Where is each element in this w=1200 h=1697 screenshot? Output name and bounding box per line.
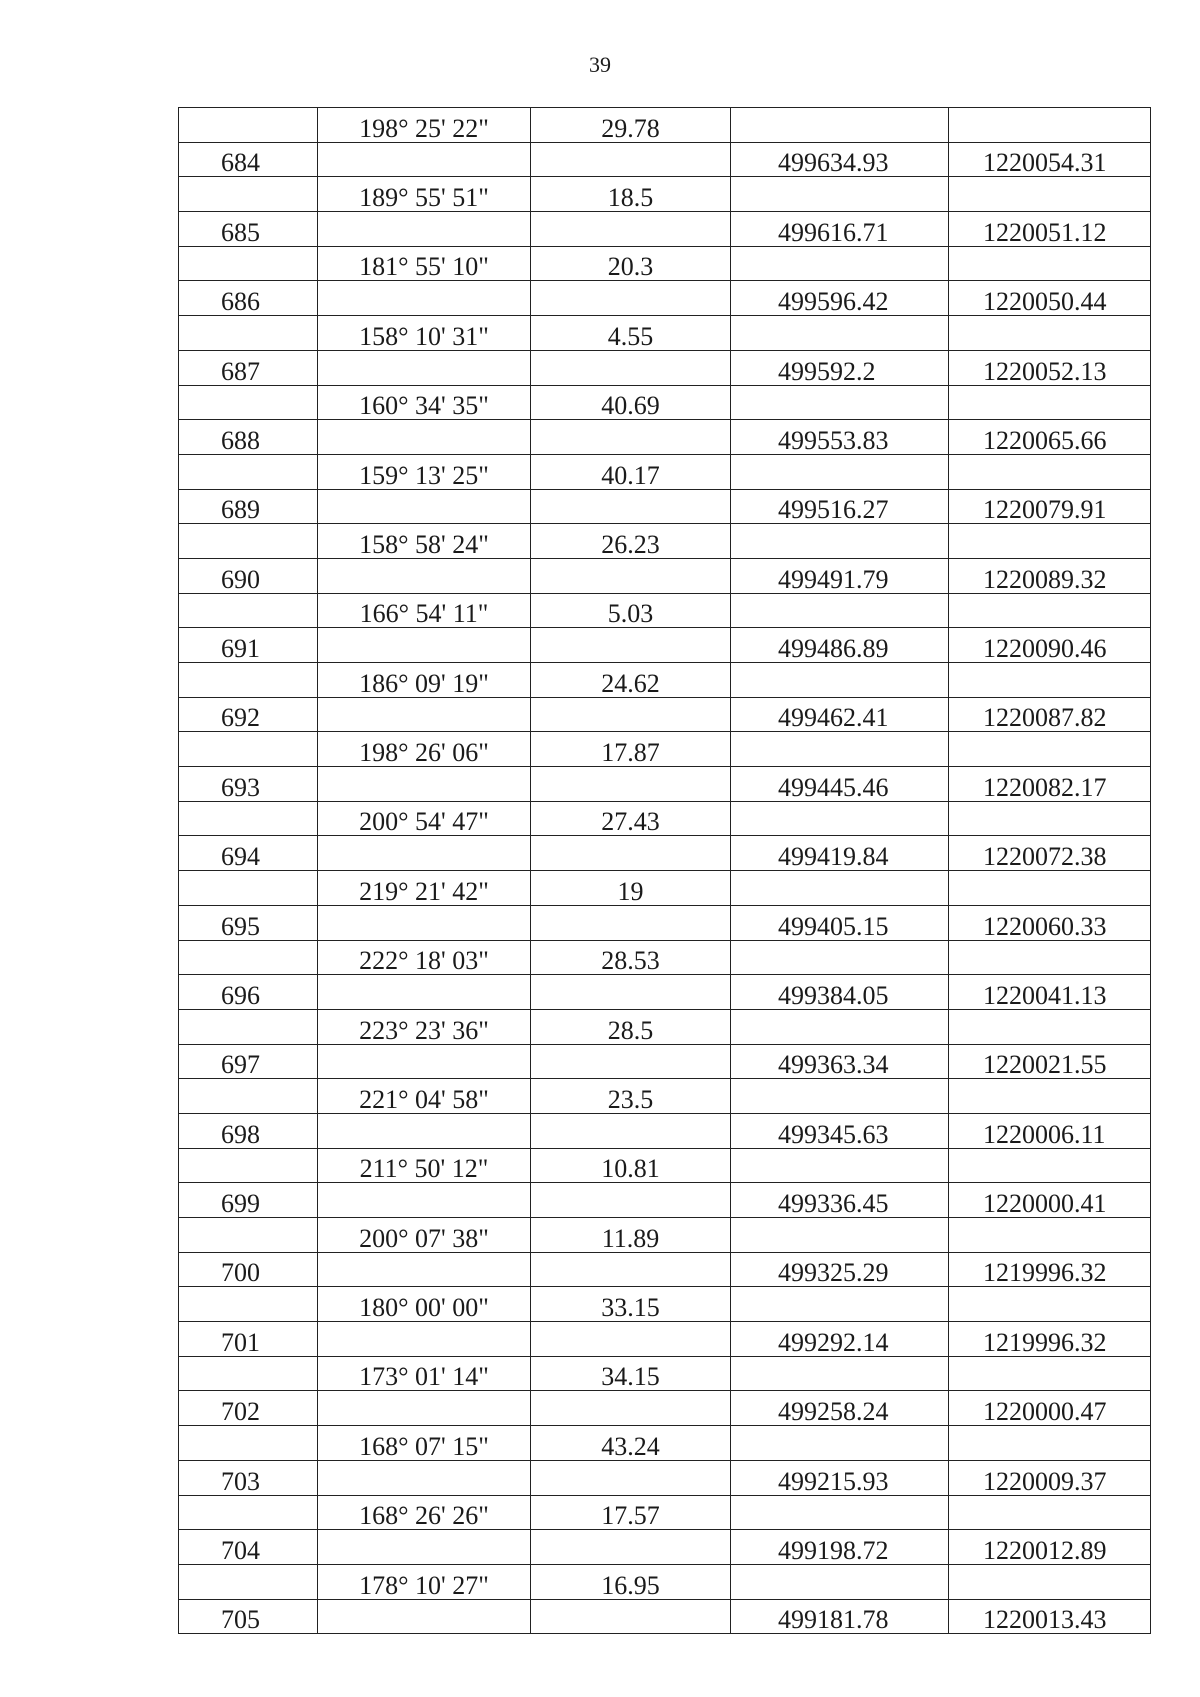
bearing-cell: 223° 23' 36" [318, 1009, 531, 1044]
distance-cell: 40.17 [531, 454, 731, 489]
station-cell: 696 [179, 975, 318, 1010]
page-number: 39 [589, 52, 611, 77]
station-row [179, 697, 1151, 732]
distance-cell: 19 [531, 871, 731, 906]
bearing-distance-row [179, 108, 1151, 143]
x-coordinate-cell: 499419.84 [731, 836, 949, 871]
station-row [179, 975, 1151, 1010]
bearing-cell [318, 142, 531, 177]
bearing-cell [318, 212, 531, 247]
x-coordinate-cell: 499445.46 [731, 767, 949, 802]
station-cell: 690 [179, 558, 318, 593]
bearing-distance-row [179, 316, 1151, 351]
survey-coordinates-table [178, 107, 1151, 1634]
station-cell [179, 593, 318, 628]
bearing-cell [318, 836, 531, 871]
y-coordinate-cell: 1220052.13 [949, 350, 1151, 385]
station-row [179, 558, 1151, 593]
station-cell: 700 [179, 1252, 318, 1287]
bearing-distance-row [179, 177, 1151, 212]
distance-cell: 40.69 [531, 385, 731, 420]
x-coordinate-cell: 499616.71 [731, 212, 949, 247]
station-cell: 699 [179, 1183, 318, 1218]
y-coordinate-cell: 1220079.91 [949, 489, 1151, 524]
station-row [179, 1113, 1151, 1148]
x-coordinate-cell [731, 454, 949, 489]
y-coordinate-cell [949, 732, 1151, 767]
x-coordinate-cell [731, 1356, 949, 1391]
station-row [179, 420, 1151, 455]
distance-cell [531, 1391, 731, 1426]
bearing-cell: 168° 07' 15" [318, 1426, 531, 1461]
bearing-cell: 200° 07' 38" [318, 1218, 531, 1253]
station-row [179, 1530, 1151, 1565]
station-cell [179, 524, 318, 559]
y-coordinate-cell [949, 940, 1151, 975]
station-cell: 704 [179, 1530, 318, 1565]
bearing-cell: 181° 55' 10" [318, 246, 531, 281]
bearing-distance-row [179, 801, 1151, 836]
bearing-distance-row [179, 1218, 1151, 1253]
station-row [179, 905, 1151, 940]
bearing-distance-row [179, 732, 1151, 767]
bearing-cell [318, 1391, 531, 1426]
y-coordinate-cell [949, 1287, 1151, 1322]
x-coordinate-cell [731, 871, 949, 906]
bearing-cell: 198° 26' 06" [318, 732, 531, 767]
station-cell [179, 871, 318, 906]
distance-cell: 17.87 [531, 732, 731, 767]
y-coordinate-cell: 1220006.11 [949, 1113, 1151, 1148]
bearing-distance-row [179, 1495, 1151, 1530]
x-coordinate-cell [731, 801, 949, 836]
distance-cell [531, 489, 731, 524]
y-coordinate-cell [949, 524, 1151, 559]
x-coordinate-cell [731, 108, 949, 143]
y-coordinate-cell: 1220089.32 [949, 558, 1151, 593]
bearing-distance-row [179, 1564, 1151, 1599]
station-cell: 701 [179, 1322, 318, 1357]
distance-cell [531, 420, 731, 455]
x-coordinate-cell: 499553.83 [731, 420, 949, 455]
distance-cell [531, 628, 731, 663]
bearing-cell [318, 350, 531, 385]
y-coordinate-cell [949, 1218, 1151, 1253]
bearing-distance-row [179, 1009, 1151, 1044]
station-cell [179, 177, 318, 212]
x-coordinate-cell [731, 1009, 949, 1044]
x-coordinate-cell [731, 1495, 949, 1530]
station-row [179, 212, 1151, 247]
station-cell: 688 [179, 420, 318, 455]
y-coordinate-cell [949, 1495, 1151, 1530]
distance-cell: 17.57 [531, 1495, 731, 1530]
distance-cell [531, 697, 731, 732]
survey-table-body [179, 108, 1151, 1634]
distance-cell: 20.3 [531, 246, 731, 281]
distance-cell [531, 1322, 731, 1357]
distance-cell [531, 1530, 731, 1565]
station-row [179, 1183, 1151, 1218]
station-cell [179, 1564, 318, 1599]
bearing-cell: 189° 55' 51" [318, 177, 531, 212]
station-row [179, 350, 1151, 385]
y-coordinate-cell: 1220051.12 [949, 212, 1151, 247]
y-coordinate-cell: 1220065.66 [949, 420, 1151, 455]
bearing-cell [318, 1252, 531, 1287]
y-coordinate-cell: 1220054.31 [949, 142, 1151, 177]
y-coordinate-cell: 1220090.46 [949, 628, 1151, 663]
distance-cell [531, 1460, 731, 1495]
station-cell: 687 [179, 350, 318, 385]
distance-cell: 29.78 [531, 108, 731, 143]
y-coordinate-cell: 1220012.89 [949, 1530, 1151, 1565]
station-cell: 703 [179, 1460, 318, 1495]
x-coordinate-cell [731, 1564, 949, 1599]
bearing-cell [318, 489, 531, 524]
distance-cell [531, 1113, 731, 1148]
station-cell: 705 [179, 1599, 318, 1634]
distance-cell: 10.81 [531, 1148, 731, 1183]
bearing-cell [318, 281, 531, 316]
distance-cell: 23.5 [531, 1079, 731, 1114]
bearing-distance-row [179, 1148, 1151, 1183]
x-coordinate-cell: 499405.15 [731, 905, 949, 940]
station-cell [179, 801, 318, 836]
distance-cell [531, 836, 731, 871]
station-cell [179, 108, 318, 143]
station-cell: 684 [179, 142, 318, 177]
x-coordinate-cell [731, 732, 949, 767]
distance-cell: 5.03 [531, 593, 731, 628]
station-cell: 694 [179, 836, 318, 871]
bearing-cell: 158° 10' 31" [318, 316, 531, 351]
x-coordinate-cell: 499634.93 [731, 142, 949, 177]
station-row [179, 1044, 1151, 1079]
station-cell [179, 1009, 318, 1044]
x-coordinate-cell [731, 1148, 949, 1183]
y-coordinate-cell: 1220013.43 [949, 1599, 1151, 1634]
x-coordinate-cell: 499486.89 [731, 628, 949, 663]
x-coordinate-cell [731, 524, 949, 559]
bearing-cell [318, 1530, 531, 1565]
distance-cell [531, 558, 731, 593]
bearing-distance-row [179, 1356, 1151, 1391]
bearing-cell [318, 1183, 531, 1218]
bearing-cell [318, 1113, 531, 1148]
x-coordinate-cell [731, 1287, 949, 1322]
station-cell: 692 [179, 697, 318, 732]
x-coordinate-cell: 499345.63 [731, 1113, 949, 1148]
y-coordinate-cell [949, 593, 1151, 628]
x-coordinate-cell: 499462.41 [731, 697, 949, 732]
y-coordinate-cell: 1220087.82 [949, 697, 1151, 732]
bearing-distance-row [179, 454, 1151, 489]
y-coordinate-cell: 1220060.33 [949, 905, 1151, 940]
x-coordinate-cell: 499198.72 [731, 1530, 949, 1565]
station-row [179, 836, 1151, 871]
x-coordinate-cell [731, 316, 949, 351]
bearing-distance-row [179, 1287, 1151, 1322]
bearing-cell: 180° 00' 00" [318, 1287, 531, 1322]
distance-cell [531, 281, 731, 316]
y-coordinate-cell [949, 316, 1151, 351]
station-cell [179, 1079, 318, 1114]
station-cell [179, 1148, 318, 1183]
y-coordinate-cell [949, 663, 1151, 698]
distance-cell [531, 1599, 731, 1634]
station-row [179, 142, 1151, 177]
x-coordinate-cell [731, 177, 949, 212]
station-row [179, 281, 1151, 316]
station-row [179, 1599, 1151, 1634]
station-cell: 702 [179, 1391, 318, 1426]
station-cell [179, 1218, 318, 1253]
y-coordinate-cell [949, 1356, 1151, 1391]
station-row [179, 489, 1151, 524]
station-cell: 686 [179, 281, 318, 316]
y-coordinate-cell: 1220000.47 [949, 1391, 1151, 1426]
x-coordinate-cell [731, 663, 949, 698]
x-coordinate-cell [731, 940, 949, 975]
distance-cell: 34.15 [531, 1356, 731, 1391]
bearing-cell: 198° 25' 22" [318, 108, 531, 143]
x-coordinate-cell: 499363.34 [731, 1044, 949, 1079]
x-coordinate-cell [731, 1079, 949, 1114]
y-coordinate-cell [949, 871, 1151, 906]
bearing-distance-row [179, 940, 1151, 975]
bearing-cell: 168° 26' 26" [318, 1495, 531, 1530]
bearing-cell: 173° 01' 14" [318, 1356, 531, 1391]
bearing-cell [318, 975, 531, 1010]
distance-cell: 43.24 [531, 1426, 731, 1461]
station-cell [179, 316, 318, 351]
station-cell: 695 [179, 905, 318, 940]
station-cell: 691 [179, 628, 318, 663]
y-coordinate-cell [949, 1079, 1151, 1114]
station-cell: 698 [179, 1113, 318, 1148]
bearing-cell: 186° 09' 19" [318, 663, 531, 698]
distance-cell: 26.23 [531, 524, 731, 559]
station-row [179, 1391, 1151, 1426]
bearing-distance-row [179, 385, 1151, 420]
bearing-distance-row [179, 1079, 1151, 1114]
x-coordinate-cell: 499491.79 [731, 558, 949, 593]
distance-cell [531, 1044, 731, 1079]
x-coordinate-cell [731, 385, 949, 420]
bearing-distance-row [179, 663, 1151, 698]
y-coordinate-cell [949, 454, 1151, 489]
bearing-cell [318, 905, 531, 940]
station-cell [179, 1426, 318, 1461]
distance-cell [531, 212, 731, 247]
y-coordinate-cell [949, 1148, 1151, 1183]
distance-cell: 33.15 [531, 1287, 731, 1322]
bearing-cell: 200° 54' 47" [318, 801, 531, 836]
bearing-cell [318, 1599, 531, 1634]
distance-cell: 24.62 [531, 663, 731, 698]
station-cell [179, 1356, 318, 1391]
bearing-distance-row [179, 246, 1151, 281]
station-row [179, 1460, 1151, 1495]
y-coordinate-cell [949, 108, 1151, 143]
station-cell: 693 [179, 767, 318, 802]
x-coordinate-cell [731, 593, 949, 628]
station-cell [179, 1495, 318, 1530]
distance-cell: 18.5 [531, 177, 731, 212]
bearing-distance-row [179, 524, 1151, 559]
bearing-cell: 160° 34' 35" [318, 385, 531, 420]
bearing-cell [318, 767, 531, 802]
bearing-distance-row [179, 871, 1151, 906]
station-cell [179, 663, 318, 698]
distance-cell: 16.95 [531, 1564, 731, 1599]
x-coordinate-cell: 499592.2 [731, 350, 949, 385]
bearing-cell: 158° 58' 24" [318, 524, 531, 559]
bearing-cell: 178° 10' 27" [318, 1564, 531, 1599]
distance-cell [531, 1252, 731, 1287]
bearing-cell [318, 1460, 531, 1495]
station-cell [179, 732, 318, 767]
x-coordinate-cell: 499215.93 [731, 1460, 949, 1495]
station-cell: 685 [179, 212, 318, 247]
bearing-cell: 159° 13' 25" [318, 454, 531, 489]
y-coordinate-cell: 1219996.32 [949, 1322, 1151, 1357]
y-coordinate-cell [949, 1426, 1151, 1461]
station-row [179, 628, 1151, 663]
station-cell [179, 246, 318, 281]
station-row [179, 1252, 1151, 1287]
distance-cell: 27.43 [531, 801, 731, 836]
y-coordinate-cell: 1220000.41 [949, 1183, 1151, 1218]
y-coordinate-cell [949, 385, 1151, 420]
x-coordinate-cell: 499292.14 [731, 1322, 949, 1357]
x-coordinate-cell: 499384.05 [731, 975, 949, 1010]
y-coordinate-cell [949, 801, 1151, 836]
y-coordinate-cell [949, 1009, 1151, 1044]
bearing-cell: 211° 50' 12" [318, 1148, 531, 1183]
x-coordinate-cell [731, 1426, 949, 1461]
y-coordinate-cell: 1220072.38 [949, 836, 1151, 871]
y-coordinate-cell [949, 177, 1151, 212]
station-cell [179, 940, 318, 975]
distance-cell [531, 142, 731, 177]
station-cell [179, 385, 318, 420]
distance-cell [531, 975, 731, 1010]
x-coordinate-cell [731, 246, 949, 281]
bearing-cell: 219° 21' 42" [318, 871, 531, 906]
y-coordinate-cell: 1220041.13 [949, 975, 1151, 1010]
x-coordinate-cell: 499516.27 [731, 489, 949, 524]
station-cell [179, 1287, 318, 1322]
station-row [179, 1322, 1151, 1357]
y-coordinate-cell: 1220082.17 [949, 767, 1151, 802]
bearing-cell: 221° 04' 58" [318, 1079, 531, 1114]
x-coordinate-cell: 499336.45 [731, 1183, 949, 1218]
x-coordinate-cell: 499258.24 [731, 1391, 949, 1426]
y-coordinate-cell [949, 1564, 1151, 1599]
bearing-cell [318, 558, 531, 593]
bearing-cell: 166° 54' 11" [318, 593, 531, 628]
distance-cell: 4.55 [531, 316, 731, 351]
bearing-distance-row [179, 1426, 1151, 1461]
bearing-cell [318, 628, 531, 663]
y-coordinate-cell: 1220021.55 [949, 1044, 1151, 1079]
x-coordinate-cell: 499325.29 [731, 1252, 949, 1287]
bearing-cell: 222° 18' 03" [318, 940, 531, 975]
y-coordinate-cell [949, 246, 1151, 281]
distance-cell: 28.5 [531, 1009, 731, 1044]
distance-cell [531, 767, 731, 802]
y-coordinate-cell: 1220009.37 [949, 1460, 1151, 1495]
distance-cell [531, 350, 731, 385]
x-coordinate-cell: 499596.42 [731, 281, 949, 316]
y-coordinate-cell: 1219996.32 [949, 1252, 1151, 1287]
x-coordinate-cell [731, 1218, 949, 1253]
bearing-cell [318, 1322, 531, 1357]
distance-cell: 28.53 [531, 940, 731, 975]
station-cell: 697 [179, 1044, 318, 1079]
station-cell: 689 [179, 489, 318, 524]
y-coordinate-cell: 1220050.44 [949, 281, 1151, 316]
station-row [179, 767, 1151, 802]
station-cell [179, 454, 318, 489]
distance-cell: 11.89 [531, 1218, 731, 1253]
bearing-cell [318, 697, 531, 732]
bearing-cell [318, 1044, 531, 1079]
bearing-cell [318, 420, 531, 455]
distance-cell [531, 1183, 731, 1218]
x-coordinate-cell: 499181.78 [731, 1599, 949, 1634]
distance-cell [531, 905, 731, 940]
bearing-distance-row [179, 593, 1151, 628]
